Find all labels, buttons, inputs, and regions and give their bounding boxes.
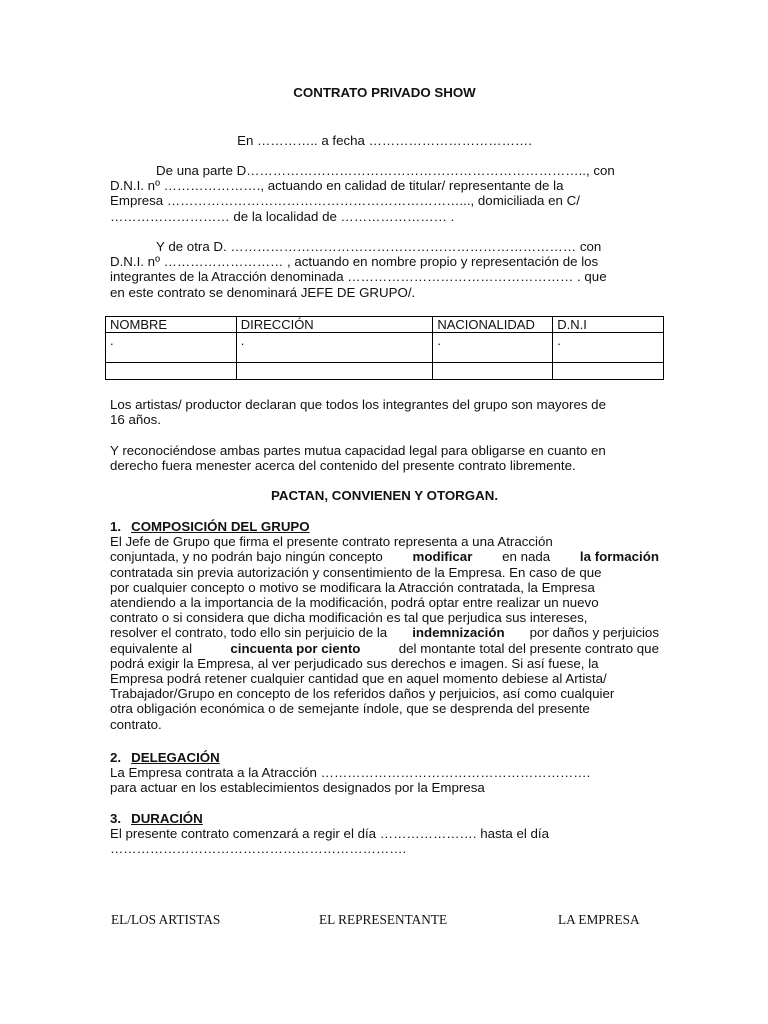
section-number: 2. xyxy=(110,750,122,765)
section-line xyxy=(110,625,659,640)
section-line: contrato o si considera que dicha modificación es tal que perjudica sus intereses, xyxy=(110,610,588,626)
party-two-paragraph xyxy=(110,239,659,300)
table-cell xyxy=(236,363,433,380)
bold-term: la formación xyxy=(579,549,659,565)
section-line: contratada sin previa autorización y consentimiento de la Empresa. En caso de que xyxy=(110,564,602,580)
statement-line: Y reconociéndose ambas partes mutua capacidad legal para obligarse en cuanto en xyxy=(110,443,606,458)
section-line: contrato. xyxy=(110,716,162,732)
bold-term: indemnización xyxy=(412,625,505,641)
capacity-statement xyxy=(110,443,659,473)
document-title: CONTRATO PRIVADO SHOW xyxy=(293,85,476,100)
section-line: otra obligación económica o de semejante índole, que se desprenda del presente xyxy=(110,701,590,717)
party-one-line: D.N.I. nº …………………., actuando en calidad de titular/ representante de la xyxy=(110,178,564,194)
table-cell: . xyxy=(236,333,433,363)
bold-term: modificar xyxy=(412,549,473,565)
text-run: del montante total del presente contrato que xyxy=(398,640,659,656)
text-run: resolver el contrato, todo ello sin perjuicio de la xyxy=(110,625,388,641)
party-two-line: Y de otra D. …………………………………………………………………… con xyxy=(156,239,602,254)
party-one-paragraph xyxy=(110,163,659,224)
section-title: COMPOSICIÓN DEL GRUPO xyxy=(131,519,310,534)
section-line: por cualquier concepto o motivo se modificara la Atracción contratada, la Empresa xyxy=(110,579,595,595)
statement-line: derecho fuera menester acerca del contenido del presente contrato libremente. xyxy=(110,458,576,474)
bold-term: cincuenta por ciento xyxy=(230,640,361,656)
section-line xyxy=(110,549,659,564)
table-cell xyxy=(553,363,664,380)
signature-representative: EL REPRESENTANTE xyxy=(319,912,448,927)
table-header-cell: NACIONALIDAD xyxy=(433,317,553,333)
section-line: El presente contrato comenzará a regir el día …………………. hasta el día xyxy=(110,826,549,842)
table-row xyxy=(106,333,664,363)
party-one-line: ……………………… de la localidad de …………………… . xyxy=(110,208,455,224)
text-run: equivalente al xyxy=(110,640,193,656)
artists-statement xyxy=(110,397,659,427)
table-cell: . xyxy=(553,333,664,363)
text-run: en nada xyxy=(502,549,551,565)
section-line xyxy=(110,641,659,656)
section-line: podrá exigir la Empresa, al ver perjudicado sus derechos e imagen. Si así fuese, la xyxy=(110,655,599,671)
section-heading xyxy=(110,519,659,534)
section-line: El Jefe de Grupo que firma el presente contrato representa a una Atracción xyxy=(110,534,553,550)
party-two-line: D.N.I. nº ……………………… , actuando en nombre propio y representación de los xyxy=(110,254,599,270)
pactan-heading: PACTAN, CONVIENEN Y OTORGAN. xyxy=(270,488,499,503)
table-cell xyxy=(106,363,237,380)
table-header-cell: D.N.I xyxy=(553,317,664,333)
table-header-cell: NOMBRE xyxy=(106,317,237,333)
date-line: En ………….. a fecha ………………………………. xyxy=(237,133,532,148)
section-number: 1. xyxy=(110,519,122,534)
party-one-line: Empresa …………………………………………………………..., domiciliada en C/ xyxy=(110,193,580,209)
section-composicion xyxy=(110,519,659,732)
section-heading xyxy=(110,811,659,826)
section-line: …………………………………………………………. xyxy=(110,841,407,857)
section-heading xyxy=(110,750,659,765)
section-line: Empresa podrá retener cualquier cantidad que en aquel momento debiese al Artista/ xyxy=(110,671,607,687)
table-row xyxy=(106,363,664,380)
section-title: DURACIÓN xyxy=(131,811,203,826)
section-delegacion xyxy=(110,750,659,796)
table-header-row xyxy=(106,317,664,333)
section-line: atendiendo a la importancia de la modificación, podrá optar entre realizar un nuevo xyxy=(110,595,599,611)
statement-line: 16 años. xyxy=(110,412,162,428)
section-duracion xyxy=(110,811,659,857)
table-cell: . xyxy=(106,333,237,363)
section-number: 3. xyxy=(110,811,122,826)
members-table xyxy=(105,316,664,380)
table-cell: . xyxy=(433,333,553,363)
section-line: La Empresa contrata a la Atracción ……………………………………………………. xyxy=(110,765,591,781)
signature-artists: EL/LOS ARTISTAS xyxy=(111,912,221,927)
text-run: por daños y perjuicios xyxy=(529,625,659,641)
party-one-line: De una parte D………………………………………………………………….., con xyxy=(156,163,615,178)
party-two-line: integrantes de la Atracción denominada …………………………………………… . que xyxy=(110,269,607,285)
section-title: DELEGACIÓN xyxy=(131,750,220,765)
table-header-cell: DIRECCIÓN xyxy=(236,317,433,333)
statement-line: Los artistas/ productor declaran que todos los integrantes del grupo son mayores de xyxy=(110,397,606,412)
party-two-line: en este contrato se denominará JEFE DE GRUPO/. xyxy=(110,284,416,300)
table-cell xyxy=(433,363,553,380)
text-run: conjuntada, y no podrán bajo ningún concepto xyxy=(110,549,383,565)
section-line: para actuar en los establecimientos designados por la Empresa xyxy=(110,780,485,796)
section-line: Trabajador/Grupo en concepto de los referidos daños y perjuicios, así como cualquier xyxy=(110,686,615,702)
signature-company: LA EMPRESA xyxy=(558,912,640,927)
